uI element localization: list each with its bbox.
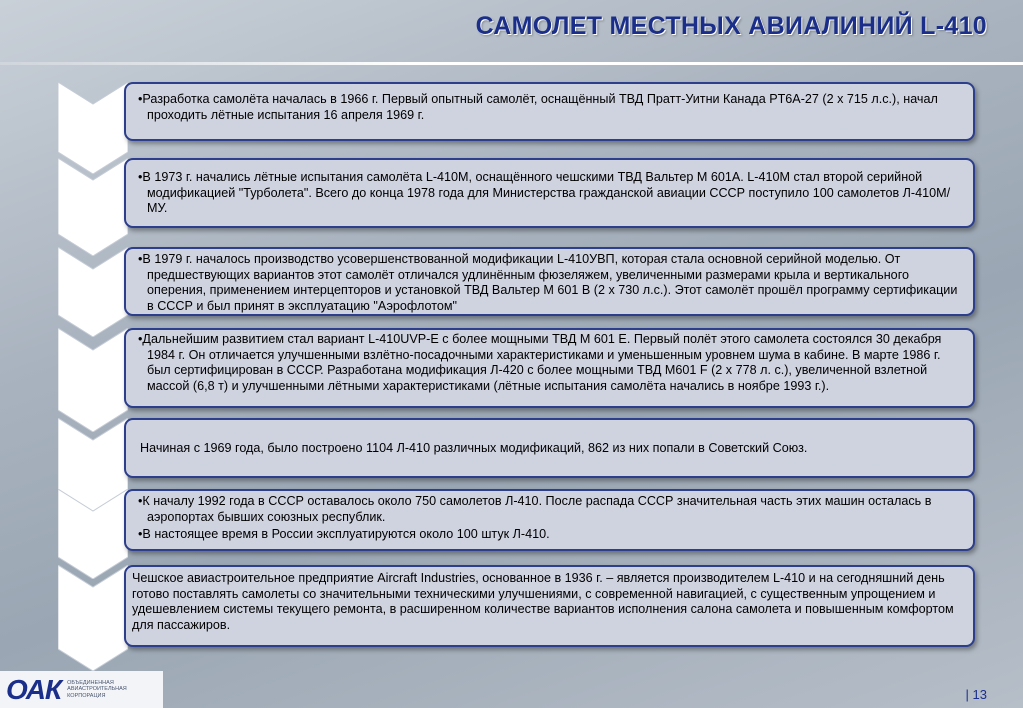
process-step-3 xyxy=(0,247,1023,316)
manufacturer-text: Чешское авиастроительное предприятие Aircraft Industries, основанное в 1936 г. – является производителем L-410 и на сегодняшний день готово поставлять самолеты со значительными техническими улучшениями, с современной навигацией, с существенным упрощением и удешевлением системы текущего ремонта, в расширенном количестве вариантов исполнения салона самолета и повышенным комфортом для пассажиров. xyxy=(132,571,954,632)
bullet-text: • Разработка самолёта началась в 1966 г. Первый опытный самолёт, оснащённый ТВД Пратт-Уитни Канада PT6A-27 (2 х 715 л.с.), начал проходить лётные испытания 16 апреля 1969 г. xyxy=(138,92,963,123)
company-logo xyxy=(0,671,163,708)
process-step-6 xyxy=(0,489,1023,551)
step-text-box xyxy=(124,158,975,228)
chevron-icon xyxy=(58,565,128,671)
chevron-icon xyxy=(58,158,128,256)
logo-caption: ОБЪЕДИНЕННАЯ АВИАСТРОИТЕЛЬНАЯ КОРПОРАЦИЯ xyxy=(67,679,127,699)
page-title: САМОЛЕТ МЕСТНЫХ АВИАЛИНИЙ L-410 xyxy=(475,12,987,40)
bullet-text: • В 1979 г. началось производство усовершенствованной модификации L-410УВП, которая стала основной серийной моделью. От предшествующих вариантов этот самолёт отличался удлинённым фюзеляжем, увеличенными размерами крыла и вертикального оперения, применением интерцепторов и установкой ТВД Вальтер М 601 В (2 х 730 л.с.). Этот самолёт прошёл программу сертификации в СССР и был принят в эксплуатацию "Аэрофлотом" xyxy=(138,252,963,314)
process-step-4 xyxy=(0,328,1023,408)
bullet-text: • В настоящее время в России эксплуатируются около 100 штук Л-410. xyxy=(138,527,963,543)
step-text-box xyxy=(124,418,975,478)
step-text-box xyxy=(124,489,975,551)
summary-text: Начиная с 1969 года, было построено 1104 Л-410 различных модификаций, 862 из них попали в Советский Союз. xyxy=(140,441,808,456)
chevron-icon xyxy=(58,328,128,432)
chevron-icon xyxy=(58,247,128,337)
title-divider xyxy=(0,62,1023,65)
process-step-5 xyxy=(0,418,1023,478)
step-text-box xyxy=(124,82,975,141)
process-step-7 xyxy=(0,565,1023,647)
step-text-box xyxy=(124,247,975,316)
bullet-text: • К началу 1992 года в СССР оставалось около 750 самолетов Л-410. После распада СССР значительная часть этих машин осталась в аэропортах бывших союзных республик. xyxy=(138,494,963,525)
logo-mark: ОАК xyxy=(6,673,62,705)
step-text-box xyxy=(124,328,975,408)
bullet-text: • Дальнейшим развитием стал вариант L-410UVP-E с более мощными ТВД М 601 Е. Первый полёт этого самолета состоялся 30 декабря 1984 г. Он отличается улучшенными взлётно-посадочными характеристиками и уменьшенным уровнем шума в кабине. В марте 1986 г. был сертифицирован в СССР. Разработана модификация Л-420 с более мощными ТВД М601 F (2 х 778 л. с.), увеличенной взлетной массой (6,8 т) и улучшенными лётными характеристиками (лётные испытания самолёта начались в ноябре 1993 г.). xyxy=(138,332,963,394)
process-step-2 xyxy=(0,158,1023,228)
bullet-text: • В 1973 г. начались лётные испытания самолёта L-410M, оснащённого чешскими ТВД Вальтер М 601А. L-410M стал второй серийной модификацией "Турболета". Всего до конца 1978 года для Министерства гражданской авиации СССР поступило 100 самолетов Л-410М/МУ. xyxy=(138,170,963,217)
step-text-box xyxy=(124,565,975,647)
page-number: | 13 xyxy=(965,687,987,702)
process-step-1 xyxy=(0,82,1023,141)
